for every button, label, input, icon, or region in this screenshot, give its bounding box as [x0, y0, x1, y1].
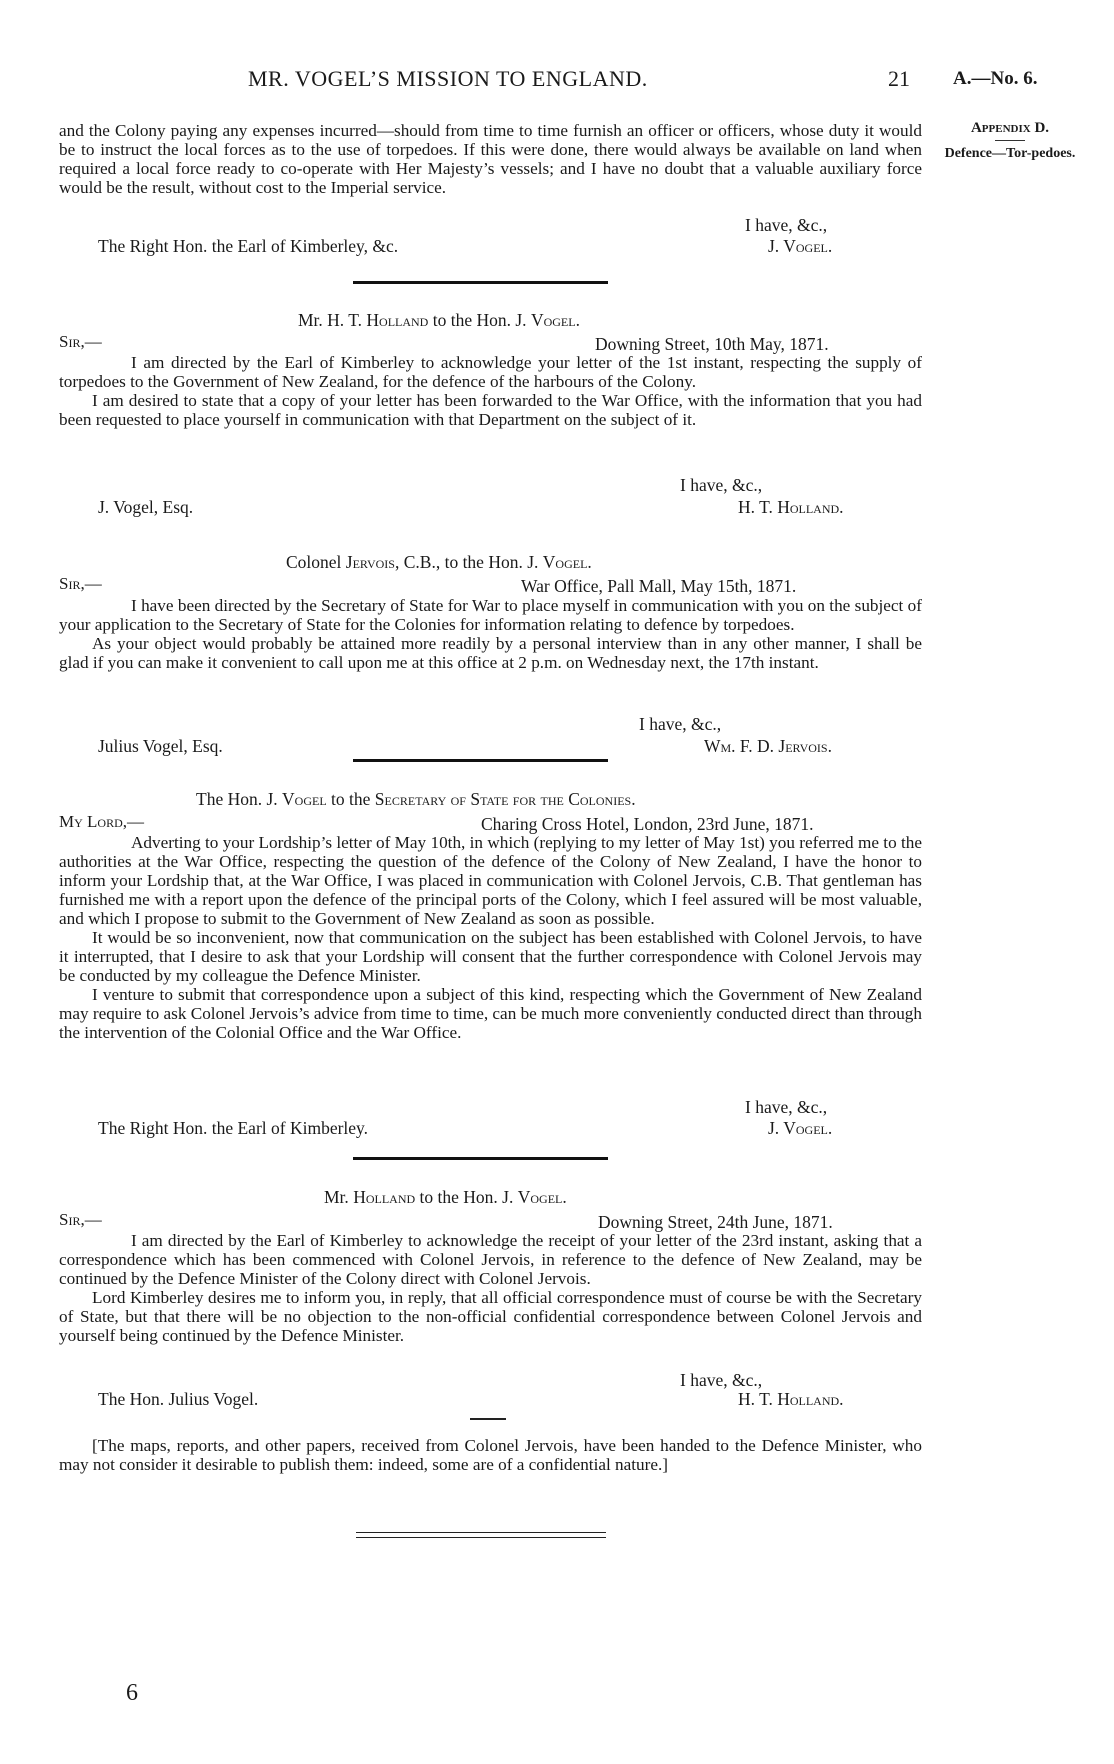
letter-1-place-date: Downing Street, 10th May, 1871. [595, 334, 829, 354]
letter-3-body [59, 833, 922, 1042]
letter-1-paragraph: I am desired to state that a copy of your letter has been forwarded to the War Office, with the information that you had been requested to place yourself in communication with that Department on the subject of it. [59, 391, 922, 429]
end-rule-bottom [356, 1537, 606, 1538]
letter-2-place-date: War Office, Pall Mall, May 15th, 1871. [521, 576, 797, 596]
letter-2-closing: I have, &c., [639, 714, 722, 734]
letter-4-paragraph: I am directed by the Earl of Kimberley to acknowledge the receipt of your letter of the 23rd instant, asking that a correspondence which has been commenced with Colonel Jervois, in reference to the defence of New Zealand, may be continued by the Defence Minister of the Colony direct with Colonel Jervois. [59, 1231, 922, 1288]
letter-2-signature: Wm. F. D. Jervois. [704, 736, 832, 756]
intro-block [59, 121, 922, 197]
letter-1-closing: I have, &c., [680, 475, 763, 495]
letter-4-closing: I have, &c., [680, 1370, 763, 1390]
end-rule-top [356, 1532, 606, 1533]
running-title: MR. VOGEL’S MISSION TO ENGLAND. [248, 66, 648, 91]
letter-1-signature: H. T. Holland. [738, 497, 844, 517]
letter-4-signature: H. T. Holland. [738, 1389, 844, 1409]
letter-3-signature: J. Vogel. [768, 1118, 833, 1138]
letter-4-paragraph: Lord Kimberley desires me to inform you, in reply, that all official correspondence must of course be with the Secretary of State, but that there will be no objection to the non-official confidential correspondence between Colonel Jervois and yourself being continued by the Defence Minister. [59, 1288, 922, 1345]
intro-addressee: The Right Hon. the Earl of Kimberley, &c. [98, 236, 399, 256]
margin-note [935, 120, 1085, 162]
letter-2-paragraph: As your object would probably be attained more readily by a personal interview than in any other manner, I shall be glad if you can make it convenient to call upon me at this office at 2 p.m. on Wednesday next, the 17th instant. [59, 634, 922, 672]
short-divider [470, 1418, 506, 1420]
intro-paragraph: and the Colony paying any expenses incurred—should from time to time furnish an officer or officers, whose duty it would be to instruct the local forces as to the use of torpedoes. If this were done, there would always be available on land when required a local force ready to co-operate with Her Majesty’s vessels; and I have no doubt that a valuable auxiliary force would be the result, without cost to the Imperial service. [59, 121, 922, 197]
letter-4-heading: Mr. Holland to the Hon. J. Vogel. [324, 1187, 567, 1207]
editorial-note: [The maps, reports, and other papers, received from Colonel Jervois, have been handed to the Defence Minister, who may not consider it desirable to publish them: indeed, some are of a confidential nature.] [59, 1436, 922, 1474]
letter-4-body [59, 1231, 922, 1345]
letter-3-closing: I have, &c., [745, 1097, 828, 1117]
letter-2-addressee: Julius Vogel, Esq. [98, 736, 223, 756]
divider-rule [353, 281, 608, 284]
letter-3-paragraph: It would be so inconvenient, now that communication on the subject has been established with Colonel Jervois, to have it interrupted, that I desire to ask that your Lordship will consent that the further correspondence with Colonel Jervois may be conducted by my colleague the Defence Minister. [59, 928, 922, 985]
letter-4-salutation: Sir,— [59, 1210, 102, 1229]
margin-note-divider [995, 140, 1025, 141]
letter-3-paragraph: Adverting to your Lordship’s letter of May 10th, in which (replying to my letter of May 1st) you referred me to the authorities at the War Office, respecting the question of the defence of the Colony of New Zealand, I have the honor to inform your Lordship that, at the War Office, I was placed in communication with Colonel Jervois, C.B. That gentleman has furnished me with a report upon the defence of the principal ports of the Colony, which I feel assured will be most valuable, and which I propose to submit to the Government of New Zealand as soon as possible. [59, 833, 922, 928]
letter-3-addressee: The Right Hon. the Earl of Kimberley. [98, 1118, 369, 1138]
letter-2-heading: Colonel Jervois, C.B., to the Hon. J. Vogel. [286, 552, 592, 572]
letter-1-body [59, 353, 922, 429]
intro-signature: J. Vogel. [768, 236, 833, 256]
letter-1-salutation: Sir,— [59, 332, 102, 351]
letter-3-heading: The Hon. J. Vogel to the Secretary of State for the Colonies. [196, 789, 636, 809]
editorial-note-block [59, 1436, 922, 1474]
paper-number: A.—No. 6. [953, 68, 1038, 89]
letter-3-paragraph: I venture to submit that correspondence upon a subject of this kind, respecting which the Government of New Zealand may require to ask Colonel Jervois’s advice from time to time, can be much more conveniently conducted direct than through the intervention of the Colonial Office and the War Office. [59, 985, 922, 1042]
letter-4-place-date: Downing Street, 24th June, 1871. [598, 1212, 833, 1232]
divider-rule [353, 759, 608, 762]
letter-2-body [59, 596, 922, 672]
margin-note-topic: Defence—Tor-pedoes. [944, 146, 1076, 161]
letter-3-salutation: My Lord,— [59, 812, 145, 831]
signature-mark: 6 [126, 1680, 138, 1706]
divider-rule [353, 1157, 608, 1160]
letter-2-paragraph: I have been directed by the Secretary of State for War to place myself in communication with you on the subject of your application to the Secretary of State for the Colonies for information relating to defence by torpedoes. [59, 596, 922, 634]
intro-closing: I have, &c., [745, 215, 828, 235]
letter-3-place-date: Charing Cross Hotel, London, 23rd June, 1871. [481, 814, 814, 834]
letter-1-heading: Mr. H. T. Holland to the Hon. J. Vogel. [298, 310, 580, 330]
letter-1-addressee: J. Vogel, Esq. [98, 497, 194, 517]
margin-note-heading: Appendix D. [970, 120, 1050, 136]
letter-2-salutation: Sir,— [59, 574, 102, 593]
page-number: 21 [888, 66, 910, 91]
letter-1-paragraph: I am directed by the Earl of Kimberley to acknowledge your letter of the 1st instant, respecting the supply of torpedoes to the Government of New Zealand, for the defence of the harbours of the Colony. [59, 353, 922, 391]
letter-4-addressee: The Hon. Julius Vogel. [98, 1389, 259, 1409]
